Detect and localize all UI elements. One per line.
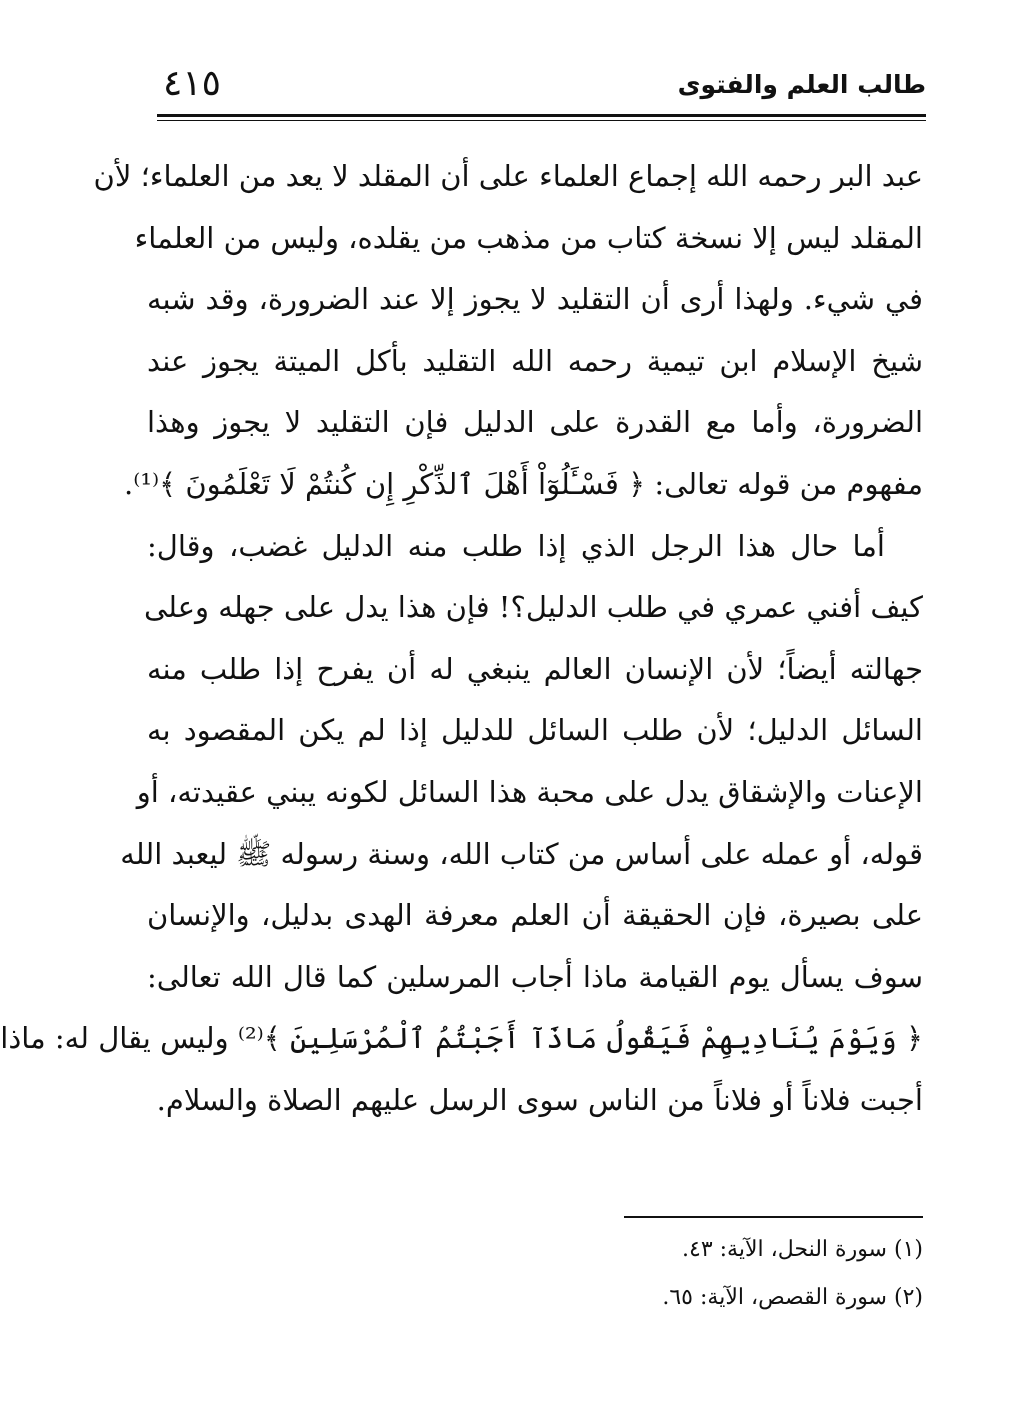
text-line-7-paragraph-start: أما حال هذا الرجل الذي إذا طلب منه الدليل غضب، وقال:: [147, 528, 885, 563]
text-line-9: جهالته أيضاً؛ لأن الإنسان العالم ينبغي له أن يفرح إذا طلب منه: [147, 651, 923, 686]
header-rule-thin: [157, 120, 926, 121]
body-text: [0, 146, 923, 1132]
text-line-2: المقلد ليس إلا نسخة كتاب من مذهب من يقلده، وليس من العلماء: [134, 220, 923, 255]
header-rule-thick: [157, 114, 926, 117]
text-line-11: الإعنات والإشقاق يدل على محبة هذا السائل لكونه يبني عقيدته، أو: [136, 774, 923, 809]
text-line-13: على بصيرة، فإن الحقيقة أن العلم معرفة الهدى بدليل، والإنسان: [147, 898, 923, 933]
text-line-5: الضرورة، وأما مع القدرة على الدليل فإن التقليد لا يجوز وهذا: [147, 405, 923, 440]
footnote-separator: [624, 1216, 923, 1218]
running-title: طالب العلم والفتوى: [677, 70, 926, 99]
text-line-3: في شيء. ولهذا أرى أن التقليد لا يجوز إلا عند الضرورة، وقد شبه: [147, 282, 923, 317]
footnote-1: (١) سورة النحل، الآية: ٤٣.: [682, 1237, 923, 1262]
text-line-4: شيخ الإسلام ابن تيمية رحمه الله التقليد بأكل الميتة يجوز عند: [147, 343, 923, 378]
text-line-10: السائل الدليل؛ لأن طلب السائل للدليل إذا لم يكن المقصود به: [147, 713, 923, 748]
text-line-15-quran-quote: ﴿ وَيَوْمَ يُنَادِيهِمْ فَيَقُولُ مَاذَآ أَجَبْتُمُ ٱلْمُرْسَلِينَ ﴾⁽²⁾ وليس يقال له: ماذا: [0, 1021, 923, 1056]
text-line-12: قوله، أو عمله على أساس من كتاب الله، وسنة رسوله ﷺ ليعبد الله: [120, 836, 923, 871]
text-line-14: سوف يسأل يوم القيامة ماذا أجاب المرسلين كما قال الله تعالى:: [147, 959, 923, 994]
text-line-16: أجبت فلاناً أو فلاناً من الناس سوى الرسل عليهم الصلاة والسلام.: [156, 1082, 923, 1117]
page-header: [157, 63, 926, 112]
footnote-2: (٢) سورة القصص، الآية: ٦٥.: [662, 1285, 923, 1310]
text-line-8: كيف أفني عمري في طلب الدليل؟! فإن هذا يدل على جهله وعلى: [143, 590, 923, 625]
footnotes: [147, 1226, 923, 1322]
page-number: ٤١٥: [163, 63, 222, 104]
text-line-1: عبد البر رحمه الله إجماع العلماء على أن المقلد لا يعد من العلماء؛ لأن: [93, 159, 923, 193]
text-line-6-quran-quote: مفهوم من قوله تعالى: ﴿ فَسْـَٔلُوٓاْ أَهْلَ ٱلذِّكْرِ إِن كُنتُمْ لَا تَعْلَمُونَ ﴾⁽¹⁾.: [124, 466, 923, 501]
